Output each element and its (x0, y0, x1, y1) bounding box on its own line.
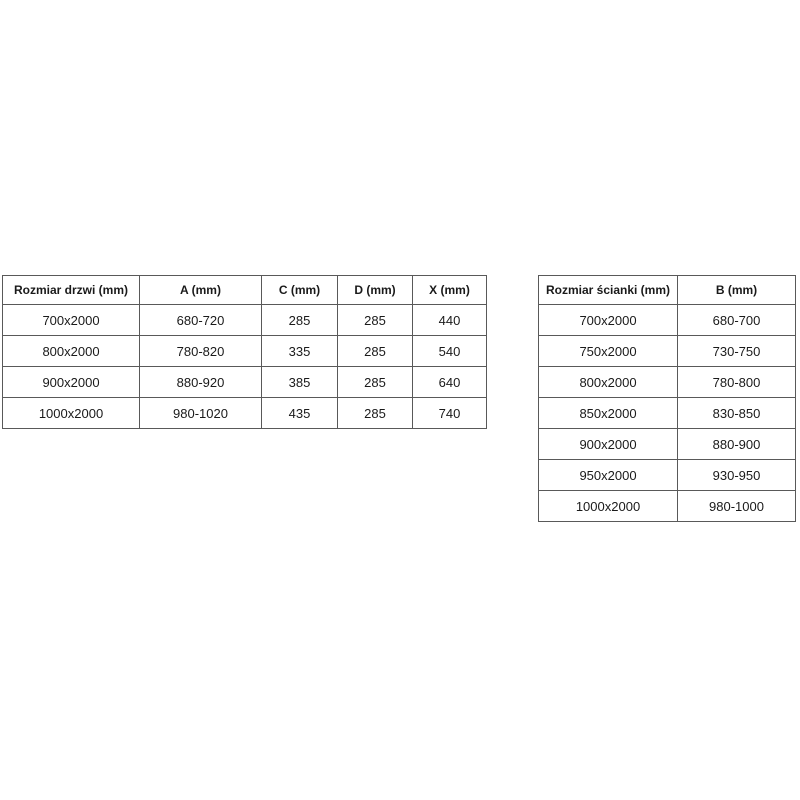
table-row (3, 336, 487, 367)
table-cell: 285 (338, 336, 413, 367)
table-row (539, 305, 796, 336)
table-row (539, 429, 796, 460)
table-cell: 900x2000 (539, 429, 678, 460)
column-header: X (mm) (413, 276, 487, 305)
table-cell: 950x2000 (539, 460, 678, 491)
table-header-row (539, 276, 796, 305)
walls-size-table (538, 275, 796, 522)
column-header: Rozmiar drzwi (mm) (3, 276, 140, 305)
column-header: D (mm) (338, 276, 413, 305)
table-cell: 850x2000 (539, 398, 678, 429)
table-row (539, 367, 796, 398)
table-cell: 740 (413, 398, 487, 429)
table-cell: 830-850 (678, 398, 796, 429)
table-cell: 1000x2000 (3, 398, 140, 429)
table-cell: 880-900 (678, 429, 796, 460)
table-cell: 780-820 (140, 336, 262, 367)
table-cell: 335 (262, 336, 338, 367)
table-row (539, 336, 796, 367)
table-cell: 680-700 (678, 305, 796, 336)
table-cell: 750x2000 (539, 336, 678, 367)
column-header: B (mm) (678, 276, 796, 305)
table-row (539, 491, 796, 522)
table-cell: 385 (262, 367, 338, 398)
table-cell: 285 (338, 398, 413, 429)
table-cell: 1000x2000 (539, 491, 678, 522)
table-row (539, 398, 796, 429)
table-cell: 285 (338, 305, 413, 336)
table-row (3, 367, 487, 398)
table-cell: 730-750 (678, 336, 796, 367)
table-cell: 285 (338, 367, 413, 398)
table-row (3, 305, 487, 336)
table-cell: 700x2000 (539, 305, 678, 336)
table-cell: 880-920 (140, 367, 262, 398)
table-cell: 540 (413, 336, 487, 367)
table-cell: 980-1000 (678, 491, 796, 522)
table-row (539, 460, 796, 491)
table-cell: 930-950 (678, 460, 796, 491)
table-cell: 640 (413, 367, 487, 398)
table-cell: 285 (262, 305, 338, 336)
table-cell: 800x2000 (3, 336, 140, 367)
column-header: C (mm) (262, 276, 338, 305)
doors-size-table (2, 275, 487, 429)
table-cell: 440 (413, 305, 487, 336)
table-cell: 980-1020 (140, 398, 262, 429)
table-header-row (3, 276, 487, 305)
table-row (3, 398, 487, 429)
column-header: A (mm) (140, 276, 262, 305)
table-cell: 700x2000 (3, 305, 140, 336)
table-cell: 800x2000 (539, 367, 678, 398)
table-cell: 435 (262, 398, 338, 429)
table-cell: 900x2000 (3, 367, 140, 398)
table-cell: 780-800 (678, 367, 796, 398)
table-cell: 680-720 (140, 305, 262, 336)
column-header: Rozmiar ścianki (mm) (539, 276, 678, 305)
